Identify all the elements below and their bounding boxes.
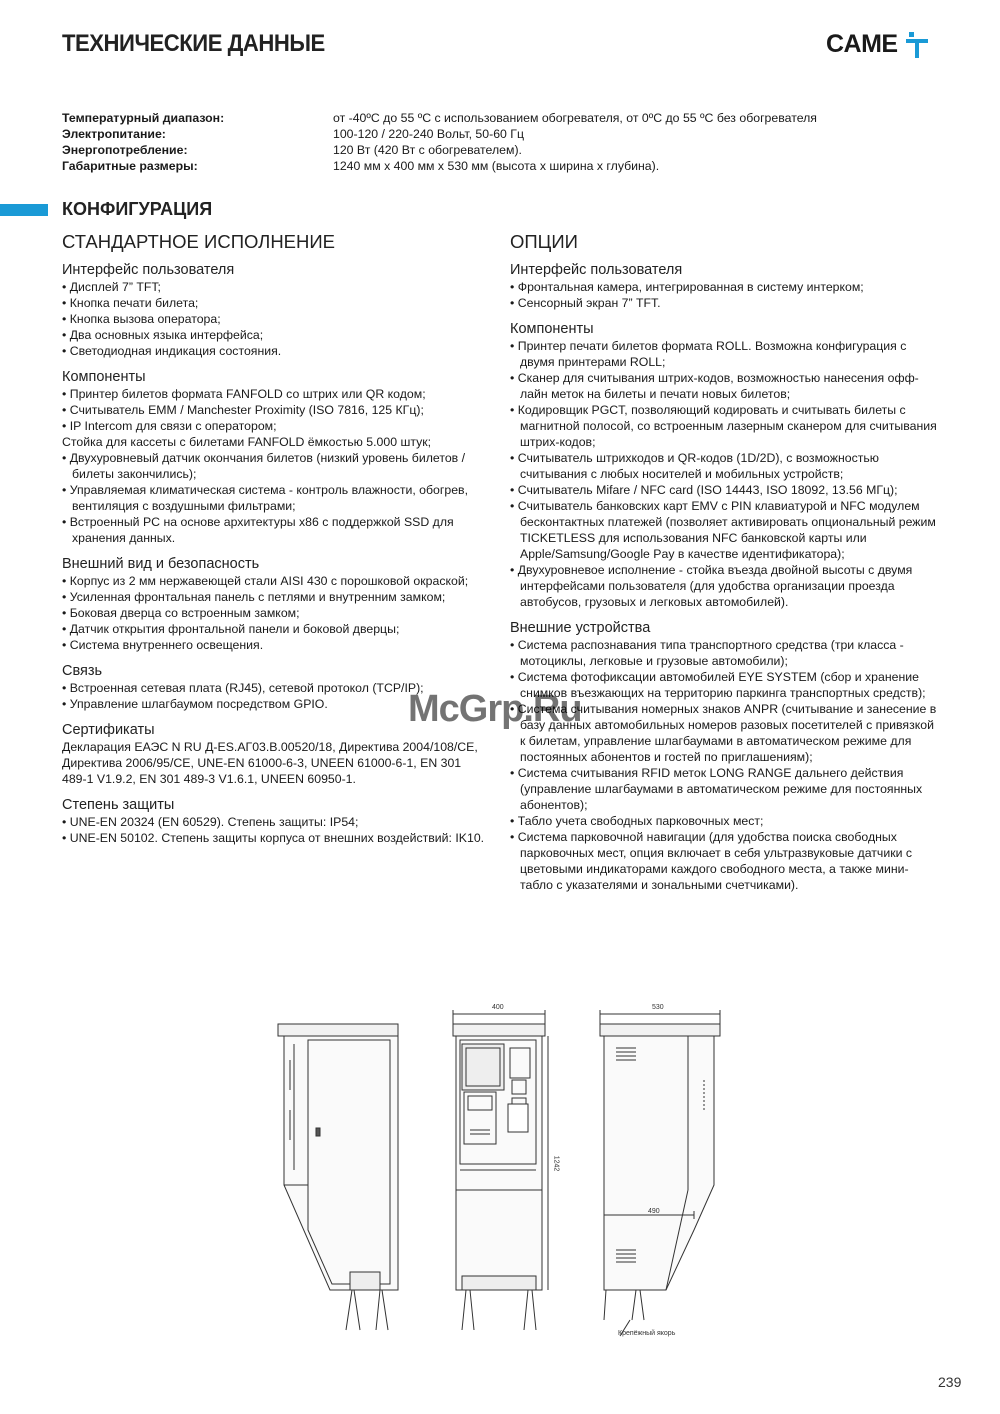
dim-depth-label: 530 bbox=[652, 1004, 664, 1011]
list-item: • Кнопка печати билета; bbox=[62, 295, 487, 311]
list-item: • Табло учета свободных парковочных мест; bbox=[510, 813, 940, 829]
spec-row bbox=[62, 158, 817, 174]
dim-base-label: 490 bbox=[648, 1208, 660, 1215]
list-item: • Кодировщик PGCT, позволяющий кодировать и считывать билеты с магнитной полосой, со встроенным лазерным сканером для считывания штрих-кодов; bbox=[510, 402, 940, 450]
side-view-drawing bbox=[278, 1024, 398, 1360]
spec-value: от -40ºС до 55 ºС с использованием обогревателя, от 0ºС до 55 ºС без обогревателя bbox=[333, 111, 817, 125]
group-heading: Интерфейс пользователя bbox=[510, 262, 683, 278]
list-item: • Встроенная сетевая плата (RJ45), сетевой протокол (TCP/IP); bbox=[62, 680, 487, 696]
section-accent-bar bbox=[0, 204, 48, 216]
front-view-drawing bbox=[453, 1010, 548, 1330]
options-components-group bbox=[510, 321, 940, 610]
list-item: • Принтер печати билетов формата ROLL. Возможна конфигурация с двумя принтерами ROLL; bbox=[510, 338, 940, 370]
group-heading: Внешний вид и безопасность bbox=[62, 556, 260, 572]
list-item: • Система парковочной навигации (для удобства поиска свободных парковочных мест, опция включает в себя ультразвуковые датчики с цветовыми индикаторами каждого свободного места, а также мини-табло с указателями и зональными счетчиками). bbox=[510, 829, 940, 893]
spec-row bbox=[62, 110, 817, 126]
list-item: • Считыватель банковских карт EMV с PIN клавиатурой и NFC модулем бесконтактных платежей (позволяет активировать опциональный режим TICKETLESS для использования NFC банковской карты или Apple/Samsung/Google Pay в качестве идентификатора); bbox=[510, 498, 940, 562]
specs-table bbox=[62, 110, 817, 174]
spec-row bbox=[62, 142, 817, 158]
logo-text: CAME bbox=[826, 30, 898, 58]
certificates-text: Декларация ЕАЭС N RU Д-ES.АГ03.В.00520/18, Директива 2004/108/CE, Директива 2006/95/CE, UNE-EN 61000-6-3, UNEEN 61000-6-1, EN 301 489-1 V1.9.2, EN 301 489-3 V1.6.1, UNEEN 60950-1. bbox=[62, 740, 478, 786]
list-item-continuation: Стойка для кассеты с билетами FANFOLD ёмкостью 5.000 штук; bbox=[62, 435, 432, 449]
list-item: • Два основных языка интерфейса; bbox=[62, 327, 487, 343]
spec-label: Энергопотребление: bbox=[62, 143, 188, 157]
list-item: • Светодиодная индикация состояния. bbox=[62, 343, 487, 359]
group-heading: Компоненты bbox=[510, 321, 594, 337]
standard-ui-group bbox=[62, 262, 487, 359]
list-item: • IP Intercom для связи с оператором; bbox=[62, 418, 487, 434]
list-item: • Система распознавания типа транспортного средства (три класса - мотоциклы, легковые и грузовые автомобили); bbox=[510, 637, 940, 669]
group-heading: Связь bbox=[62, 663, 103, 679]
group-heading: Интерфейс пользователя bbox=[62, 262, 235, 278]
list-item: • Двухуровневый датчик окончания билетов (низкий уровень билетов / билеты закончились); bbox=[62, 450, 487, 482]
list-item: • Сенсорный экран 7” TFT. bbox=[510, 295, 940, 311]
dim-height-label: 1242 bbox=[552, 1155, 560, 1172]
technical-drawing bbox=[270, 1000, 740, 1365]
page-title: ТЕХНИЧЕСКИЕ ДАННЫЕ bbox=[62, 30, 325, 57]
list-item: • Система внутреннего освещения. bbox=[62, 637, 487, 653]
list-item: • Считыватель EMM / Manchester Proximity (ISO 7816, 125 КГц); bbox=[62, 402, 487, 418]
list-item: • Система считывания RFID меток LONG RANGE дальнего действия (управление шлагбаумами в автоматическом режиме для постоянных абонентов); bbox=[510, 765, 940, 813]
standard-protection-group bbox=[62, 797, 487, 846]
page-number: 239 bbox=[938, 1374, 962, 1390]
list-item: • Дисплей 7” TFT; bbox=[62, 279, 487, 295]
list-item: • Управляемая климатическая система - контроль влажности, обогрев, вентиляция с воздушными фильтрами; bbox=[62, 482, 487, 514]
list-item: • UNE-EN 50102. Степень защиты корпуса от внешних воздействий: IK10. bbox=[62, 830, 487, 846]
group-heading: Компоненты bbox=[62, 369, 146, 385]
list-item: • Считыватель штрихкодов и QR-кодов (1D/2D), с возможностью считывания с любых носителей и мобильных устройств; bbox=[510, 450, 940, 482]
list-item: • Фронтальная камера, интегрированная в систему интерком; bbox=[510, 279, 940, 295]
came-logo bbox=[826, 30, 928, 59]
standard-components-group bbox=[62, 369, 487, 546]
list-item: • Кнопка вызова оператора; bbox=[62, 311, 487, 327]
list-item: • Управление шлагбаумом посредством GPIO. bbox=[62, 696, 487, 712]
group-heading: Сертификаты bbox=[62, 722, 155, 738]
list-item: • Боковая дверца со встроенным замком; bbox=[62, 605, 487, 621]
options-ui-group bbox=[510, 262, 940, 311]
anchor-label: Крепёжный якорь bbox=[618, 1330, 676, 1337]
list-item: • Принтер билетов формата FANFOLD со штрих или QR кодом; bbox=[62, 386, 487, 402]
rear-view-drawing bbox=[600, 1010, 720, 1336]
list-item: • Встроенный PC на основе архитектуры x86 с поддержкой SSD для хранения данных. bbox=[62, 514, 487, 546]
group-heading: Степень защиты bbox=[62, 797, 175, 813]
group-heading: Внешние устройства bbox=[510, 620, 651, 636]
list-item: • Система считывания номерных знаков ANPR (считывание и занесение в базу данных автомобильных номеров разовых посетителей с привязкой к билетам, управление шлагбаумами в автоматическом режиме для постоянных абонентов и гостей по приглашениям); bbox=[510, 701, 940, 765]
options-column bbox=[510, 231, 940, 893]
dim-width-label: 400 bbox=[492, 1004, 504, 1011]
standard-certificates-group bbox=[62, 722, 487, 787]
standard-appearance-group bbox=[62, 556, 487, 653]
spec-label: Температурный диапазон: bbox=[62, 111, 225, 125]
list-item: • Считыватель Mifare / NFC card (ISO 14443, ISO 18092, 13.56 МГц); bbox=[510, 482, 940, 498]
list-item: • Усиленная фронтальная панель с петлями и внутренним замком; bbox=[62, 589, 487, 605]
list-item: • UNE-EN 20324 (EN 60529). Степень защиты: IP54; bbox=[62, 814, 487, 830]
standard-column bbox=[62, 231, 487, 846]
spec-value: 120 Вт (420 Вт с обогревателем). bbox=[333, 143, 522, 157]
list-item: • Сканер для считывания штрих-кодов, возможностью нанесения офф-лайн меток на билеты и печати новых билетов; bbox=[510, 370, 940, 402]
list-item: • Двухуровневое исполнение - стойка въезда двойной высоты с двумя интерфейсами пользователя (для удобства организации проезда автобусов, грузовых и легковых автомобилей). bbox=[510, 562, 940, 610]
spec-row bbox=[62, 126, 817, 142]
spec-value: 100-120 / 220-240 Вольт, 50-60 Гц bbox=[333, 127, 524, 141]
watermark: McGrp.Ru bbox=[408, 688, 582, 730]
section-title: КОНФИГУРАЦИЯ bbox=[62, 199, 213, 219]
spec-label: Электропитание: bbox=[62, 127, 166, 141]
list-item: • Корпус из 2 мм нержавеющей стали AISI 430 с порошковой окраской; bbox=[62, 573, 487, 589]
came-logo-icon bbox=[906, 32, 928, 58]
spec-value: 1240 мм х 400 мм х 530 мм (высота х ширина х глубина). bbox=[333, 159, 660, 173]
standard-title: СТАНДАРТНОЕ ИСПОЛНЕНИЕ bbox=[62, 231, 336, 252]
list-item: • Система фотофиксации автомобилей EYE SYSTEM (сбор и хранение снимков въезжающих на территорию паркинга транспортных средств); bbox=[510, 669, 940, 701]
spec-label: Габаритные размеры: bbox=[62, 159, 198, 173]
options-title: ОПЦИИ bbox=[510, 231, 578, 252]
options-external-group bbox=[510, 620, 940, 893]
list-item: • Датчик открытия фронтальной панели и боковой дверцы; bbox=[62, 621, 487, 637]
